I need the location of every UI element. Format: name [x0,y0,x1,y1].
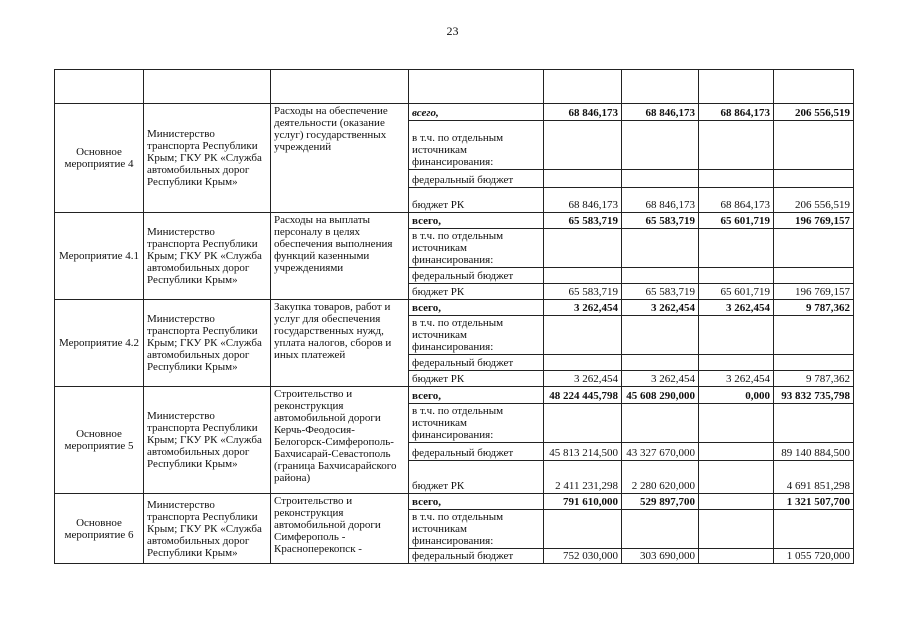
funding-source-label: бюджет РК [409,371,544,387]
amount-cell: 93 832 735,798 [774,387,854,404]
amount-cell [699,355,774,371]
funding-source-label: в т.ч. по отдельным источникам финансирования: [409,229,544,268]
amount-cell [544,404,622,443]
section-name: Основное мероприятие 6 [55,494,144,564]
funding-source-label: федеральный бюджет [409,443,544,461]
amount-cell: 791 610,000 [544,494,622,510]
amount-cell: 45 608 290,000 [622,387,699,404]
funding-source-label: федеральный бюджет [409,549,544,564]
amount-cell: 43 327 670,000 [622,443,699,461]
amount-cell [774,121,854,170]
amount-cell: 65 583,719 [622,213,699,229]
funding-source-label: в т.ч. по отдельным источникам финансирования: [409,510,544,549]
amount-cell: 65 583,719 [544,284,622,300]
amount-cell [544,355,622,371]
amount-cell [544,268,622,284]
section-executor: Министерство транспорта Республики Крым; ГКУ РК «Служба автомобильных дорог Республики Крым» [144,387,271,494]
amount-cell [774,355,854,371]
funding-source-label: федеральный бюджет [409,268,544,284]
amount-cell [622,229,699,268]
section-total-row [55,300,854,316]
amount-cell [774,268,854,284]
amount-cell [544,170,622,188]
amount-cell: 2 280 620,000 [622,461,699,494]
amount-cell: 9 787,362 [774,300,854,316]
amount-cell [774,404,854,443]
funding-source-label: всего, [409,104,544,121]
amount-cell [699,494,774,510]
amount-cell: 206 556,519 [774,104,854,121]
amount-cell [544,229,622,268]
amount-cell [699,404,774,443]
funding-source-label: бюджет РК [409,284,544,300]
amount-cell: 68 846,173 [622,188,699,213]
section-name: Мероприятие 4.1 [55,213,144,300]
funding-source-label: всего, [409,300,544,316]
funding-source-label: в т.ч. по отдельным источникам финансирования: [409,316,544,355]
amount-cell: 3 262,454 [544,300,622,316]
amount-cell [544,316,622,355]
header-row [55,70,854,104]
amount-cell [699,121,774,170]
amount-cell: 65 601,719 [699,284,774,300]
amount-cell: 752 030,000 [544,549,622,564]
amount-cell [544,510,622,549]
amount-cell: 68 864,173 [699,188,774,213]
section-description: Строительство и реконструкция автомобильной дороги Керчь-Феодосия-Белогорск-Симферополь-Бахчисарай-Севастополь (граница Бахчисарайского района) [271,387,409,494]
funding-source-label: в т.ч. по отдельным источникам финансирования: [409,121,544,170]
amount-cell: 2 411 231,298 [544,461,622,494]
amount-cell: 4 691 851,298 [774,461,854,494]
section-description: Расходы на выплаты персоналу в целях обеспечения выполнения функций казенными учреждениями [271,213,409,300]
amount-cell [622,316,699,355]
amount-cell: 3 262,454 [544,371,622,387]
amount-cell: 3 262,454 [622,300,699,316]
amount-cell [622,510,699,549]
amount-cell: 303 690,000 [622,549,699,564]
section-description: Расходы на обеспечение деятельности (оказание услуг) государственных учреждений [271,104,409,213]
amount-cell: 1 321 507,700 [774,494,854,510]
amount-cell: 68 846,173 [544,104,622,121]
section-executor: Министерство транспорта Республики Крым; ГКУ РК «Служба автомобильных дорог Республики Крым» [144,104,271,213]
section-name: Основное мероприятие 5 [55,387,144,494]
amount-cell [774,229,854,268]
amount-cell [699,510,774,549]
page-number: 23 [446,24,459,38]
amount-cell: 196 769,157 [774,213,854,229]
amount-cell: 48 224 445,798 [544,387,622,404]
funding-source-label: бюджет РК [409,461,544,494]
amount-cell: 1 055 720,000 [774,549,854,564]
amount-cell [544,121,622,170]
amount-cell: 65 601,719 [699,213,774,229]
amount-cell [622,170,699,188]
section-description: Строительство и реконструкция автомобильной дороги Симферополь - Красноперекопск - [271,494,409,564]
section-executor: Министерство транспорта Республики Крым; ГКУ РК «Служба автомобильных дорог Республики Крым» [144,494,271,564]
budget-table [54,69,854,564]
section-name: Основное мероприятие 4 [55,104,144,213]
funding-source-label: федеральный бюджет [409,170,544,188]
section-description: Закупка товаров, работ и услуг для обеспечения государственных нужд, уплата налогов, сборов и иных платежей [271,300,409,387]
section-executor: Министерство транспорта Республики Крым; ГКУ РК «Служба автомобильных дорог Республики Крым» [144,300,271,387]
amount-cell: 3 262,454 [699,300,774,316]
amount-cell: 9 787,362 [774,371,854,387]
amount-cell [622,355,699,371]
funding-source-label: всего, [409,387,544,404]
amount-cell [699,170,774,188]
funding-source-label: федеральный бюджет [409,355,544,371]
funding-source-label: всего, [409,494,544,510]
amount-cell: 68 846,173 [544,188,622,213]
amount-cell: 206 556,519 [774,188,854,213]
amount-cell [699,461,774,494]
amount-cell: 0,000 [699,387,774,404]
amount-cell [622,121,699,170]
funding-source-label: всего, [409,213,544,229]
amount-cell: 3 262,454 [622,371,699,387]
amount-cell [699,268,774,284]
amount-cell: 68 864,173 [699,104,774,121]
amount-cell [699,549,774,564]
section-total-row [55,104,854,121]
amount-cell: 529 897,700 [622,494,699,510]
amount-cell [699,316,774,355]
funding-source-label: в т.ч. по отдельным источникам финансирования: [409,404,544,443]
amount-cell: 65 583,719 [622,284,699,300]
amount-cell [774,510,854,549]
section-total-row [55,494,854,510]
section-executor: Министерство транспорта Республики Крым; ГКУ РК «Служба автомобильных дорог Республики Крым» [144,213,271,300]
amount-cell [774,170,854,188]
amount-cell: 196 769,157 [774,284,854,300]
section-total-row [55,387,854,404]
amount-cell [774,316,854,355]
amount-cell: 68 846,173 [622,104,699,121]
amount-cell [699,443,774,461]
amount-cell: 89 140 884,500 [774,443,854,461]
amount-cell [699,229,774,268]
amount-cell: 45 813 214,500 [544,443,622,461]
section-total-row [55,213,854,229]
amount-cell [622,404,699,443]
amount-cell [622,268,699,284]
amount-cell: 3 262,454 [699,371,774,387]
amount-cell: 65 583,719 [544,213,622,229]
section-name: Мероприятие 4.2 [55,300,144,387]
funding-source-label: бюджет РК [409,188,544,213]
